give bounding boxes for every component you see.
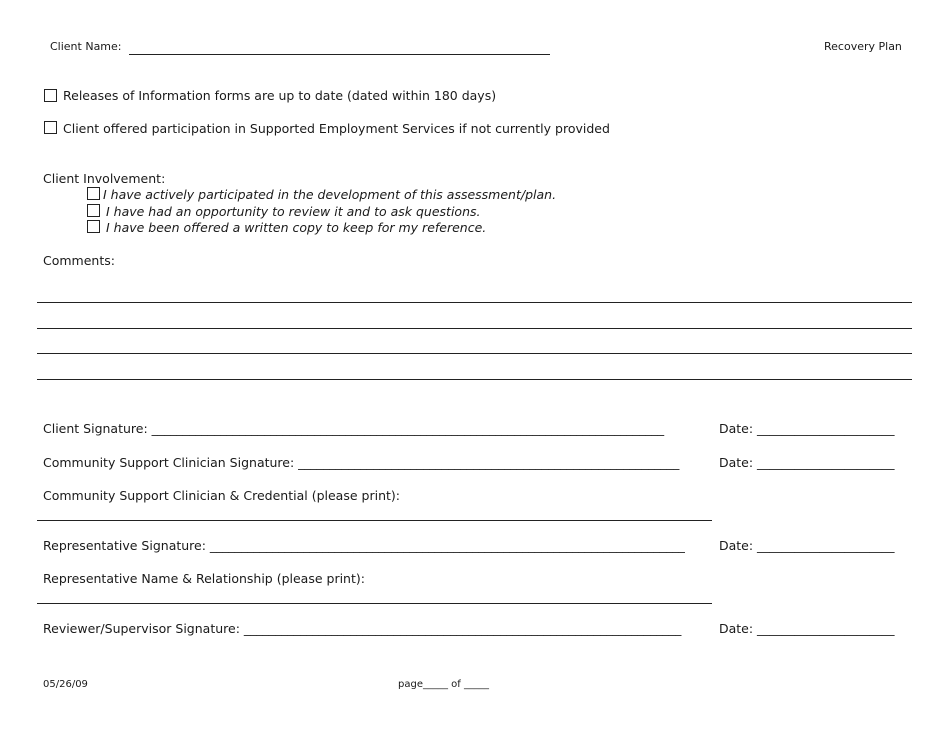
form-title: Recovery Plan <box>824 40 902 53</box>
representative-signature-line[interactable]: Representative Signature: ____________________________________________________________________________ <box>43 538 685 553</box>
footer-date: 05/26/09 <box>43 679 88 690</box>
roi-checkbox-label: Releases of Information forms are up to date (dated within 180 days) <box>63 88 497 103</box>
client-signature-date[interactable]: Date: ______________________ <box>719 421 895 436</box>
footer-page-number: page_____ of _____ <box>398 679 489 690</box>
cs-clinician-credential-label: Community Support Clinician & Credential (please print): <box>43 488 400 503</box>
involvement-review-label: I have had an opportunity to review it and to ask questions. <box>106 204 481 219</box>
roi-checkbox[interactable] <box>44 89 57 102</box>
involvement-review-checkbox[interactable] <box>87 204 100 217</box>
comments-label: Comments: <box>43 253 115 268</box>
involvement-participated-label: I have actively participated in the development of this assessment/plan. <box>103 187 557 202</box>
client-name-field[interactable] <box>129 54 550 55</box>
supported-employment-checkbox[interactable] <box>44 121 57 134</box>
involvement-copy-checkbox[interactable] <box>87 220 100 233</box>
comments-line[interactable] <box>37 302 912 303</box>
comments-line[interactable] <box>37 379 912 380</box>
involvement-copy-label: I have been offered a written copy to keep for my reference. <box>106 220 487 235</box>
comments-line[interactable] <box>37 353 912 354</box>
client-signature-line[interactable]: Client Signature: __________________________________________________________________________________ <box>43 421 665 436</box>
reviewer-signature-date[interactable]: Date: ______________________ <box>719 621 895 636</box>
reviewer-signature-line[interactable]: Reviewer/Supervisor Signature: ______________________________________________________________________ <box>43 621 682 636</box>
cs-clinician-signature-date[interactable]: Date: ______________________ <box>719 455 895 470</box>
supported-employment-checkbox-label: Client offered participation in Supported Employment Services if not currently provided <box>63 121 610 136</box>
representative-name-label: Representative Name & Relationship (please print): <box>43 571 365 586</box>
comments-line[interactable] <box>37 328 912 329</box>
cs-clinician-signature-line[interactable]: Community Support Clinician Signature: _____________________________________________________________ <box>43 455 680 470</box>
representative-signature-date[interactable]: Date: ______________________ <box>719 538 895 553</box>
client-name-label: Client Name: <box>50 40 122 53</box>
involvement-participated-checkbox[interactable] <box>87 187 100 200</box>
cs-clinician-credential-field[interactable] <box>37 520 712 521</box>
representative-name-field[interactable] <box>37 603 712 604</box>
client-involvement-heading: Client Involvement: <box>43 171 166 186</box>
